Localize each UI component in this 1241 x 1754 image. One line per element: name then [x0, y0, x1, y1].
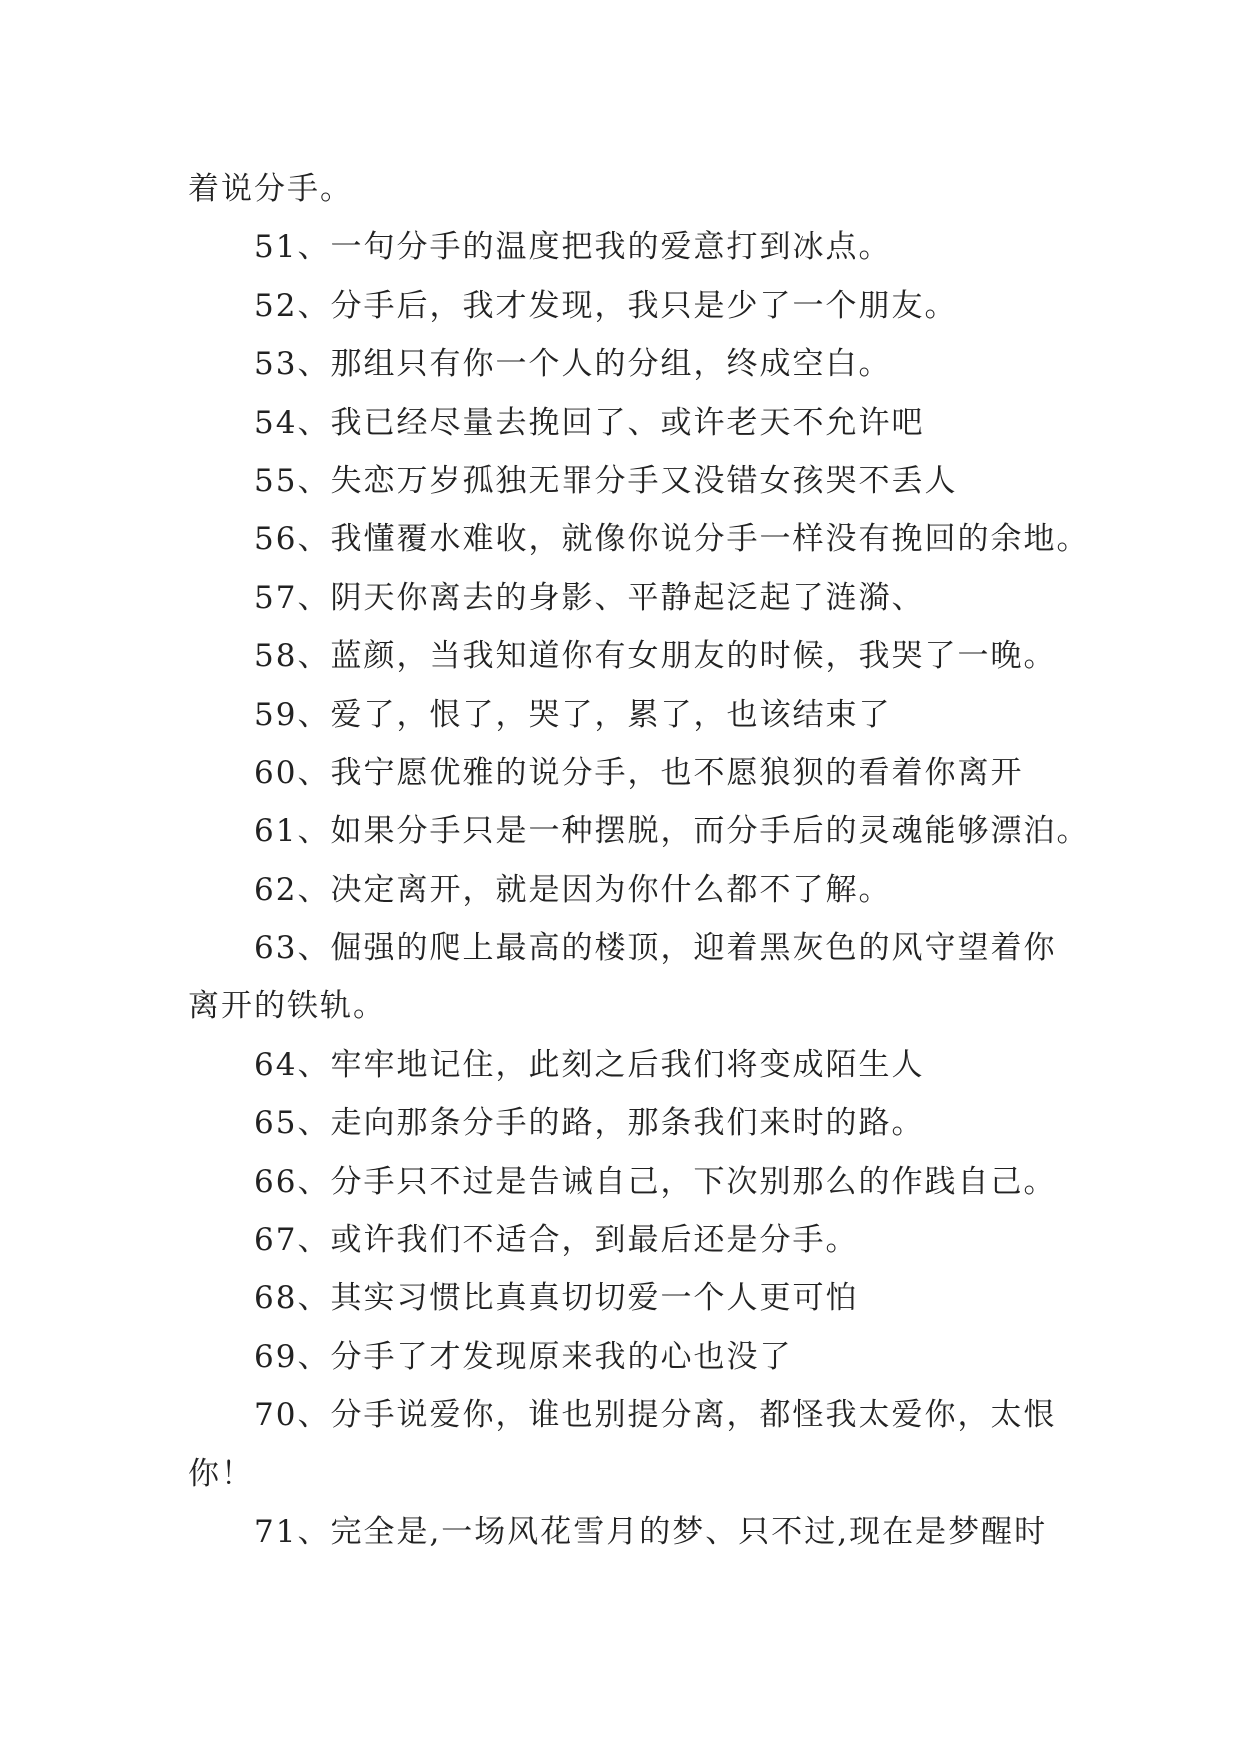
document-body: [188, 160, 1090, 1561]
text-line: 69、分手了才发现原来我的心也没了: [254, 1338, 793, 1375]
text-line: 65、走向那条分手的路，那条我们来时的路。: [254, 1105, 925, 1142]
text-line: 54、我已经尽量去挽回了、或许老天不允许吧: [254, 404, 925, 441]
text-line: 你！: [188, 1455, 254, 1492]
text-line: 60、我宁愿优雅的说分手，也不愿狼狈的看着你离开: [254, 754, 1024, 791]
text-line: 68、其实习惯比真真切切爱一个人更可怕: [254, 1280, 859, 1317]
text-line: 61、如果分手只是一种摆脱，而分手后的灵魂能够漂泊。: [254, 813, 1090, 850]
text-line: 55、失恋万岁孤独无罪分手又没错女孩哭不丢人: [254, 462, 958, 499]
text-line: 离开的铁轨。: [188, 988, 386, 1025]
text-line: 66、分手只不过是告诫自己，下次别那么的作践自己。: [254, 1163, 1057, 1200]
text-line: 57、阴天你离去的身影、平静起泛起了涟漪、: [254, 579, 925, 616]
text-line: 64、牢牢地记住，此刻之后我们将变成陌生人: [254, 1046, 925, 1083]
text-line: 70、分手说爱你，谁也别提分离，都怪我太爱你，太恨: [254, 1397, 1057, 1434]
text-line: 56、我懂覆水难收，就像你说分手一样没有挽回的余地。: [254, 521, 1090, 558]
text-line: 63、倔强的爬上最高的楼顶，迎着黑灰色的风守望着你: [254, 930, 1057, 967]
text-line: 67、或许我们不适合，到最后还是分手。: [254, 1222, 859, 1259]
text-line: 52、分手后，我才发现，我只是少了一个朋友。: [254, 287, 958, 324]
text-line: 53、那组只有你一个人的分组，终成空白。: [254, 346, 892, 383]
text-line: 51、一句分手的温度把我的爱意打到冰点。: [254, 229, 892, 266]
text-line: 58、蓝颜，当我知道你有女朋友的时候，我哭了一晚。: [254, 638, 1057, 675]
text-line: 59、爱了，恨了，哭了，累了，也该结束了: [254, 696, 892, 733]
text-line: 62、决定离开，就是因为你什么都不了解。: [254, 871, 892, 908]
text-line: 71、完全是,一场风花雪月的梦、只不过,现在是梦醒时: [254, 1513, 1048, 1550]
text-line: 着说分手。: [188, 171, 353, 207]
